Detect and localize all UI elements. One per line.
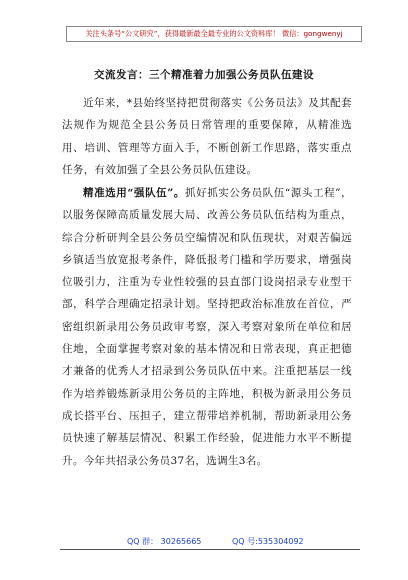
section-heading: 精准选用“强队伍”。: [83, 187, 186, 199]
document-title: 交流发言：三个精准着力加强公务员队伍建设: [94, 69, 314, 81]
banner-text: 关注头条号“公文研究”，获得最新最全最专业的公文资料库！ 微信：gongwenyj: [85, 29, 343, 38]
footer-divider: [60, 549, 360, 550]
intro-paragraph: 近年来，*县始终坚持把贯彻落实《公务员法》及其配套法规作为规范全县公务员日常管理的重要保障，从精准选用、培训、管理等方面入手，不断创新工作思路，落实重点任务，有效加强了全县公务员队伍建设。: [62, 97, 352, 176]
qq-group-link[interactable]: QQ 群： 30265665: [127, 537, 202, 546]
section-body: 抓好抓实公务员队伍“源头工程”，以服务保障高质量发展大局、改善公务员队伍结构为重点，综合分析研判全县公务员空编情况和队伍现状，对艰苦偏远乡镇适当放宽报考条件，降低报考门槛和学历要求，增强岗位吸引力，注重为专业性较强的县直部门设岗招录专业型干部，科学合理确定招录计划。坚持把政治标准放在首位，严密组织新录用公务员政审考察，深入考察对象所在单位和居住地，全面掌握考察对象的基本情况和日常表现，真正把德才兼备的优秀人才招录到公务员队伍中来。注重把基层一线作为培养锻炼新录用公务员的主阵地，积极为新录用公务员成长搭平台、压担子，建立帮带培养机制，帮助新录用公务员快速了解基层情况、积累工作经验，促进能力水平不断提升。今年共招录公务员37名，选调生3名。: [62, 187, 352, 467]
header-banner: [66, 26, 362, 42]
section-paragraph: [62, 182, 352, 472]
footer: [0, 536, 408, 550]
qq-number-link[interactable]: QQ 号:535304092: [232, 537, 304, 546]
